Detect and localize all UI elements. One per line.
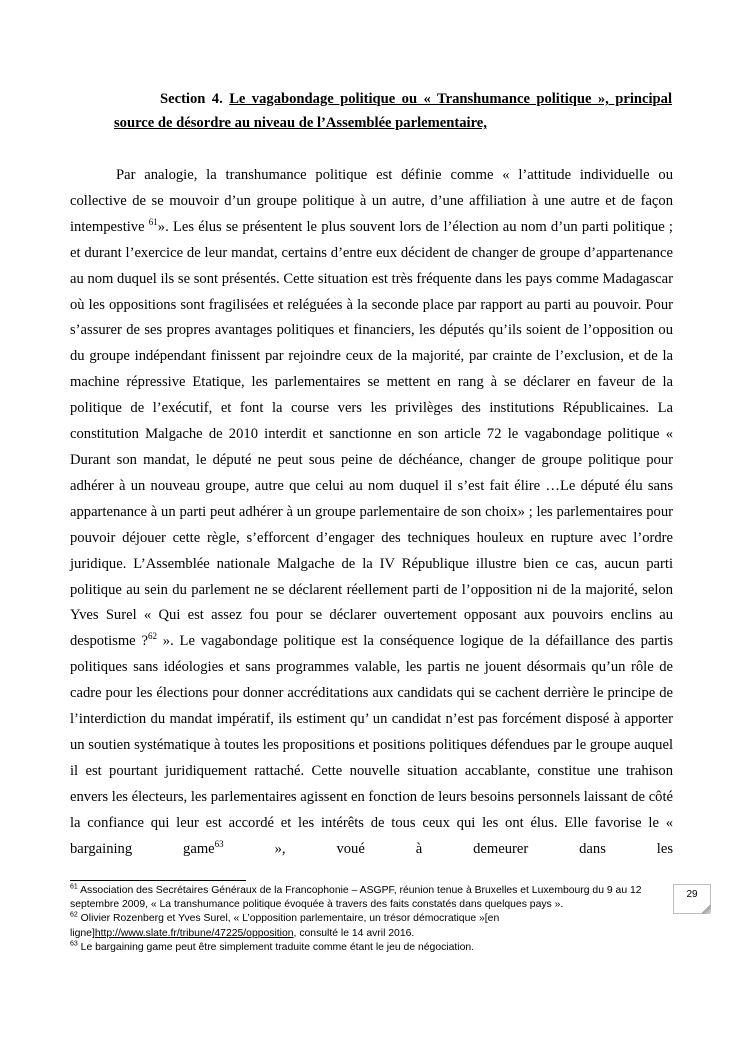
footnote-ref-61[interactable]: 61 <box>148 216 158 227</box>
footnote-61 <box>70 884 680 912</box>
footnote-text-after: , consulté le 14 avril 2016. <box>293 927 415 939</box>
page-number-badge <box>673 884 711 914</box>
footnote-separator <box>70 880 246 881</box>
body-text-part-4: », voué à demeurer dans les <box>223 840 673 857</box>
footnote-number: 63 <box>70 940 78 948</box>
page-curl-icon <box>701 904 711 914</box>
footnotes <box>70 884 680 955</box>
footnote-text: Olivier Rozenberg et Yves Surel, « L’opposition parlementaire, un trésor démocratique »[en ligne] <box>70 913 500 939</box>
page-number: 29 <box>686 889 698 900</box>
footnote-text: Association des Secrétaires Généraux de la Francophonie – ASGPF, réunion tenue à Bruxelles et Luxembourg du 9 au 12 septembre 2009, « La transhumance politique évoquée à travers des faits constatés dans quelques pays ». <box>70 885 642 911</box>
section-label: Section 4. <box>160 91 223 107</box>
body-paragraph <box>70 163 673 862</box>
footnote-ref-62[interactable]: 62 <box>147 631 157 642</box>
footnote-link[interactable]: http://www.slate.fr/tribune/47225/opposition <box>94 927 294 939</box>
body-text-part-3: ». Le vagabondage politique est la conséquence logique de la défaillance des partis politiques sans idéologies et sans programmes valable, les partis ne jouent désormais qu’un rôle de cadre pour les élections pour donner accréditations aux candidats qui se cachent derrière le principe de l’interdiction du mandat impératif, ils estiment qu’ un candidat n’est pas forcément disposé à apporter un soutien systématique à toutes les propositions et positions politiques défendues par le groupe auquel il est pourtant juridiquement rattaché. Cette nouvelle situation accablante, constitue une trahison envers les électeurs, les parlementaires agissent en fonction de leurs besoins personnels laissant de côté la confiance qui leur est accordé et les intérêts de tous ceux qui les ont élus. Elle favorise le « bargaining game <box>70 633 673 857</box>
footnote-text: Le bargaining game peut être simplement traduite comme étant le jeu de négociation. <box>77 941 475 953</box>
section-heading <box>114 87 672 135</box>
footnote-62 <box>70 912 680 940</box>
footnote-ref-63[interactable]: 63 <box>214 838 224 849</box>
footnote-number: 62 <box>70 911 78 919</box>
body-text-part-2: ». Les élus se présentent le plus souvent lors de l’élection au nom d’un parti politique ; et durant l’exercice de leur mandat, certains d’entre eux décident de changer de groupe d’appartenance au nom duquel ils se sont présentés. Cette situation est très fréquente dans les pays comme Madagascar où les oppositions sont fragilisées et reléguées à la seconde place par rapport au parti au pouvoir. Pour s’assurer de ses propres avantages politiques et financiers, les députés qu’ils soient de l’opposition ou du groupe indépendant finissent par rejoindre ceux de la majorité, par crainte de l’exclusion, et de la machine répressive Etatique, les parlementaires se mettent en rang à se déclarer en faveur de la politique de l’exécutif, et font la course vers les privilèges des institutions Républicaines. La constitution Malgache de 2010 interdit et sanctionne en son article 72 le vagabondage politique « Durant son mandat, le député ne peut sous peine de déchéance, changer de groupe politique pour adhérer à un nouveau groupe, autre que celui au nom duquel il s’est fait élire …Le député élu sans appartenance à un parti peut adhérer à un groupe parlementaire de son choix» ; les parlementaires pour pouvoir déjouer cette règle, s’efforcent d’engager des techniques houleux en rupture avec l’ordre juridique. L’Assemblée nationale Malgache de la IV République illustre bien ce cas, aucun parti politique au sein du parlement ne se déclarent réellement parti de l’opposition ni de la majorité, selon Yves Surel « Qui est assez fou pour se déclarer ouvertement opposant aux pouvoirs enclins au despotisme ? <box>70 218 673 650</box>
body-text-part-1: Par analogie, la transhumance politique est définie comme « l’attitude individuelle ou collective de se mouvoir d’un groupe politique à un autre, d’une affiliation à une autre et de façon intempestive <box>70 167 673 235</box>
footnote-63 <box>70 941 680 955</box>
footnote-number: 61 <box>70 883 78 891</box>
section-title: Le vagabondage politique ou « Transhumance politique », principal source de désordre au niveau de l’Assemblée parlementaire, <box>114 91 673 131</box>
